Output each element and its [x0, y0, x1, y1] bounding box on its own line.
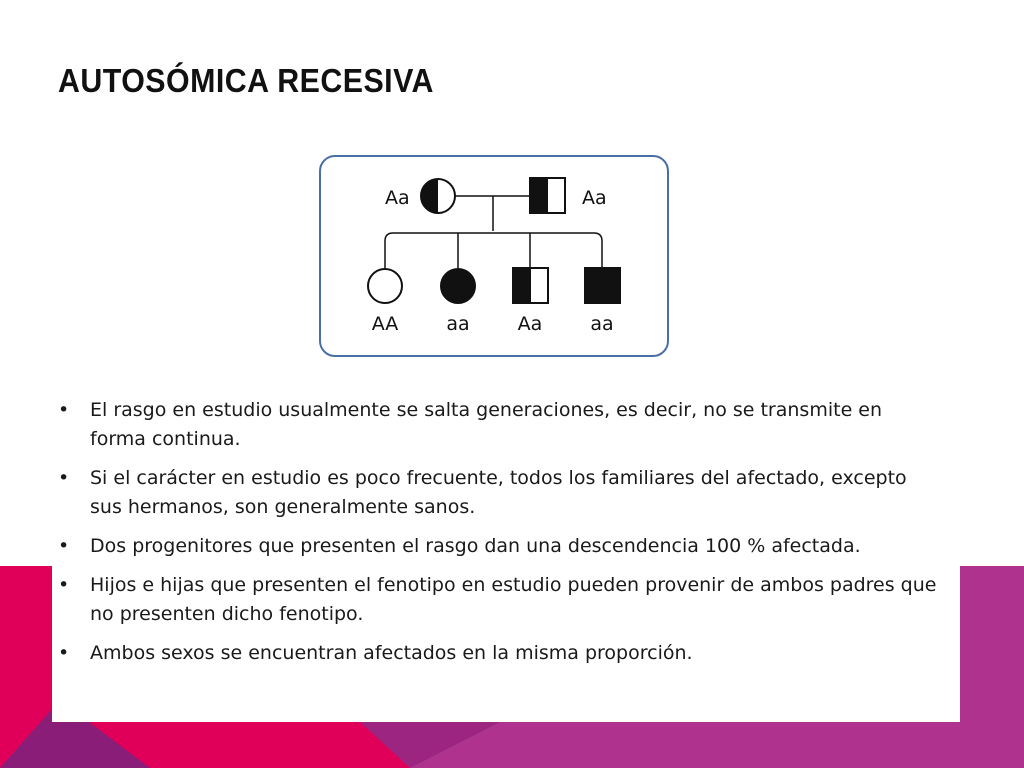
- bullet-dot: •: [58, 399, 70, 421]
- bullet-item: [58, 396, 938, 454]
- bullet-dot: •: [58, 574, 70, 596]
- child-1-unaffected-circle-icon: [368, 269, 402, 303]
- father-carrier-square-icon: [530, 178, 565, 213]
- bullet-dot: •: [58, 642, 70, 664]
- pedigree-diagram: [319, 155, 669, 357]
- child-1-genotype: AA: [371, 313, 399, 335]
- bullet-text: El rasgo en estudio usualmente se salta generaciones, es decir, no se transmite en forma continua.: [90, 399, 883, 450]
- bullet-text: Ambos sexos se encuentran afectados en la misma proporción.: [90, 642, 693, 664]
- bullet-item: [58, 464, 938, 522]
- bullet-item: [58, 532, 938, 561]
- child-4-genotype: aa: [590, 313, 614, 335]
- bullet-text: Si el carácter en estudio es poco frecuente, todos los familiares del afectado, excepto sus hermanos, son generalmente sanos.: [90, 467, 907, 518]
- bullet-dot: •: [58, 467, 70, 489]
- bullet-item: [58, 571, 938, 629]
- mother-carrier-circle-icon: [421, 179, 455, 213]
- bullet-item: [58, 639, 938, 668]
- bullet-text: Hijos e hijas que presenten el fenotipo en estudio pueden provenir de ambos padres que no presenten dicho fenotipo.: [90, 574, 937, 625]
- sibship-line: [385, 233, 602, 268]
- mother-genotype: Aa: [385, 187, 410, 209]
- slide-title: AUTOSÓMICA RECESIVA: [58, 62, 434, 99]
- child-3-genotype: Aa: [517, 313, 543, 335]
- bullet-list: [58, 396, 938, 678]
- bullet-dot: •: [58, 535, 70, 557]
- child-2-genotype: aa: [446, 313, 470, 335]
- bullet-text: Dos progenitores que presenten el rasgo dan una descendencia 100 % afectada.: [90, 535, 861, 557]
- child-2-affected-circle-icon: [441, 269, 475, 303]
- child-3-carrier-square-icon: [513, 268, 548, 303]
- child-4-affected-square-icon: [585, 268, 620, 303]
- father-genotype: Aa: [582, 187, 607, 209]
